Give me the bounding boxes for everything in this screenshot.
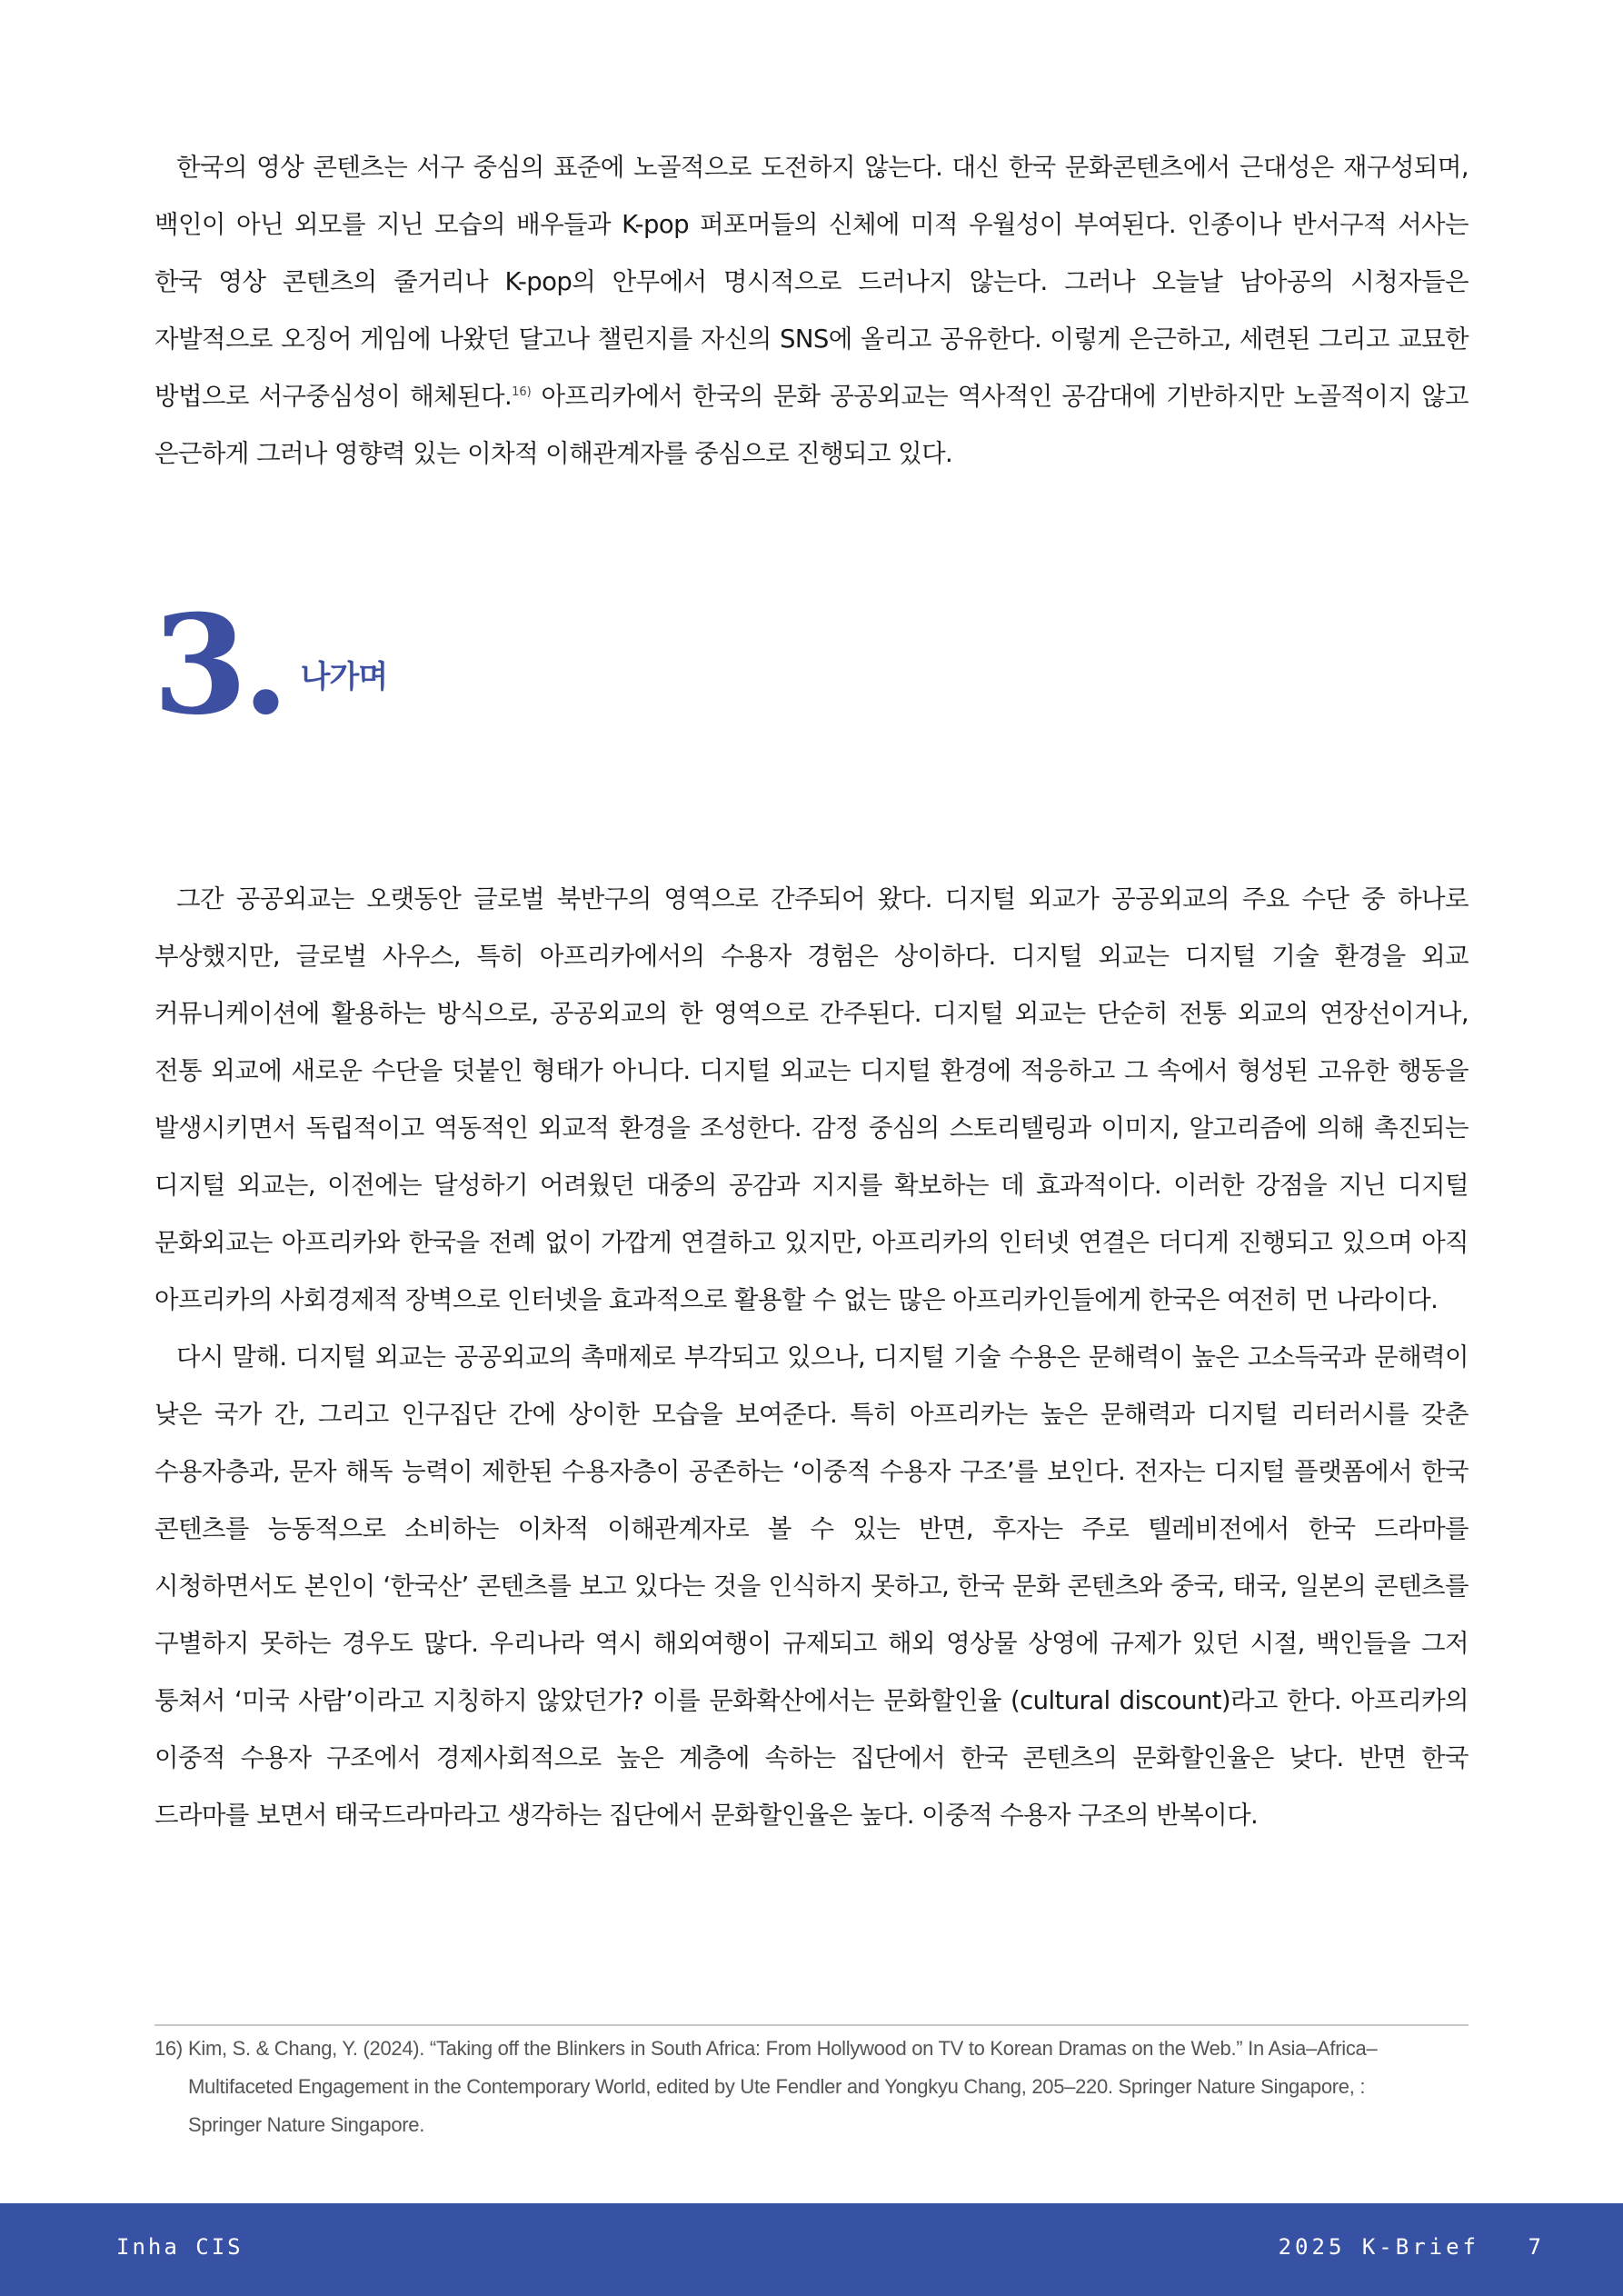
intro-paragraph-text-cont: 아프리카에서 한국의 문화 공공외교는 역사적인 공감대에 기반하지만 노골적이지 않고 은근하게 그러나 영향력 있는 이차적 이해관계자를 중심으로 진행되고 있다. [154,382,1469,468]
footnote [154,2030,1469,2144]
footer-series-title: 2025 K-Brief [1278,2234,1479,2260]
footnote-text: Kim, S. & Chang, Y. (2024). “Taking off the Blinkers in South Africa: From Hollywood on TV to Korean Dramas on the Web.” In Asia–Africa– Multifaceted Engagement in the Contemporary World, edited by Ute Fendler and Yongkyu Chang, 205–220. Springer Nature Singapore, : Springer Nature Singapore. [188,2037,1378,2136]
intro-paragraph [154,139,1469,483]
page-footer [0,2203,1623,2296]
footnote-reference[interactable]: 16) [512,384,532,399]
section-heading [153,585,388,745]
footnote-number: 16) [154,2037,183,2060]
body-paragraph: 다시 말해. 디지털 외교는 공공외교의 촉매제로 부각되고 있으나, 디지털 기술 수용은 문해력이 높은 고소득국과 문해력이 낮은 국가 간, 그리고 인구집단 간에 상이한 모습을 보여준다. 특히 아프리카는 높은 문해력과 디지털 리터러시를 갖춘 수용자층과, 문자 해독 능력이 제한된 수용자층이 공존하는 ‘이중적 수용자 구조’를 보인다. 전자는 디지털 플랫폼에서 한국 콘텐츠를 능동적으로 소비하는 이차적 이해관계자로 볼 수 있는 반면, 후자는 주로 텔레비전에서 한국 드라마를 시청하면서도 본인이 ‘한국산’ 콘텐츠를 보고 있다는 것을 인식하지 못하고, 한국 문화 콘텐츠와 중국, 태국, 일본의 콘텐츠를 구별하지 못하는 경우도 많다. 우리나라 역시 해외여행이 규제되고 해외 영상물 상영에 규제가 있던 시절, 백인들을 그저 퉁쳐서 ‘미국 사람’이라고 지칭하지 않았던가? 이를 문화확산에서는 문화할인율 (cultural discount)라고 한다. 아프리카의 이중적 수용자 구조에서 경제사회적으로 높은 계층에 속하는 집단에서 한국 콘텐츠의 문화할인율은 낮다. 반면 한국 드라마를 보면서 태국드라마라고 생각하는 집단에서 문화할인율은 높다. 이중적 수용자 구조의 반복이다. [154,1343,1469,1830]
section-title: 나가며 [300,659,388,695]
intro-paragraph-text: 한국의 영상 콘텐츠는 서구 중심의 표준에 노골적으로 도전하지 않는다. 대신 한국 문화콘텐츠에서 근대성은 재구성되며, 백인이 아닌 외모를 지닌 모습의 배우들과 K-pop 퍼포머들의 신체에 미적 우월성이 부여된다. 인종이나 반서구적 서사는 한국 영상 콘텐츠의 줄거리나 K-pop의 안무에서 명시적으로 드러나지 않는다. 그러나 오늘날 남아공의 시청자들은 자발적으로 오징어 게임에 나왔던 달고나 챌린지를 자신의 SNS에 올리고 공유한다. 이렇게 은근하고, 세련된 그리고 교묘한 방법으로 서구중심성이 해체된다. [154,153,1469,411]
body-paragraph: 그간 공공외교는 오랫동안 글로벌 북반구의 영역으로 간주되어 왔다. 디지털 외교가 공공외교의 주요 수단 중 하나로 부상했지만, 글로벌 사우스, 특히 아프리카에서의 수용자 경험은 상이하다. 디지털 외교는 디지털 기술 환경을 외교 커뮤니케이션에 활용하는 방식으로, 공공외교의 한 영역으로 간주된다. 디지털 외교는 단순히 전통 외교의 연장선이거나, 전통 외교에 새로운 수단을 덧붙인 형태가 아니다. 디지털 외교는 디지털 환경에 적응하고 그 속에서 형성된 고유한 행동을 발생시키면서 독립적이고 역동적인 외교적 환경을 조성한다. 감정 중심의 스토리텔링과 이미지, 알고리즘에 의해 촉진되는 디지털 외교는, 이전에는 달성하기 어려웠던 대중의 공감과 지지를 확보하는 데 효과적이다. 이러한 강점을 지닌 디지털 문화외교는 아프리카와 한국을 전례 없이 가깝게 연결하고 있지만, 아프리카의 인터넷 연결은 더디게 진행되고 있으며 아직 아프리카의 사회경제적 장벽으로 인터넷을 효과적으로 활용할 수 없는 많은 아프리카인들에게 한국은 여전히 먼 나라이다. [154,884,1469,1314]
section-number: 3. [153,585,284,745]
footnote-divider [154,2024,1469,2026]
page-number: 7 [1528,2234,1541,2260]
footer-brand: Inha CIS [116,2234,244,2260]
intro-text-block [154,139,1469,483]
body-text-block [154,871,1469,1844]
